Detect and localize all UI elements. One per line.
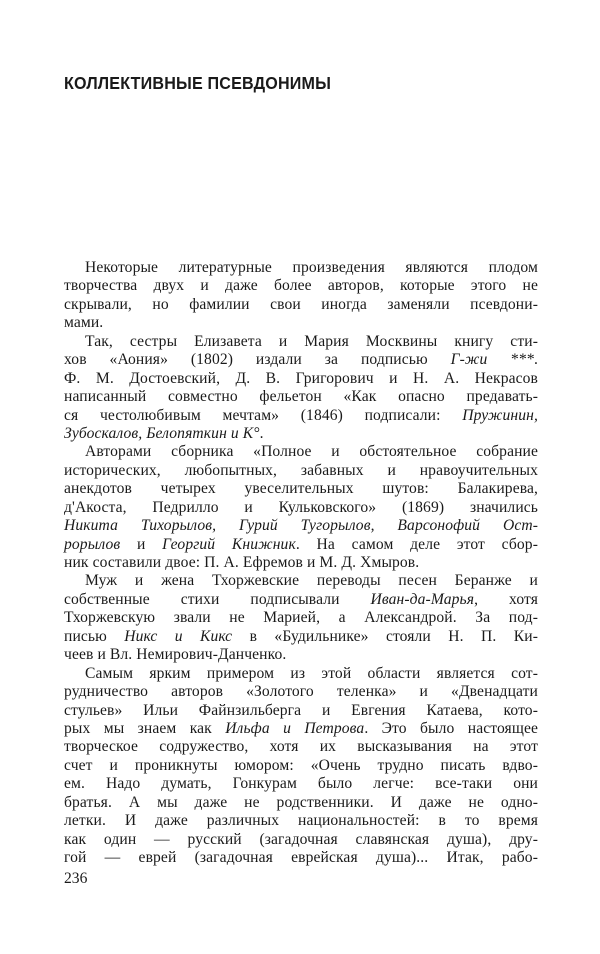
text-line bbox=[64, 812, 538, 830]
text-segment: ем. Надо думать, Гонкурам было легче: все-таки они bbox=[64, 775, 538, 793]
text-segment: Авторами сборника «Полное и обстоятельное собрание bbox=[85, 443, 538, 461]
text-segment: летки. И даже различных национальностей: в то время bbox=[64, 812, 538, 830]
text-line bbox=[64, 480, 538, 498]
text-line bbox=[64, 443, 538, 461]
text-line bbox=[64, 333, 538, 351]
text-line bbox=[64, 296, 538, 314]
text-line bbox=[64, 831, 538, 849]
text-segment: . Это было настоящее bbox=[364, 719, 538, 737]
body-text bbox=[64, 259, 538, 867]
text-line bbox=[64, 314, 538, 332]
text-segment: счет и проникнуты юмором: «Очень трудно писать вдво- bbox=[64, 756, 538, 774]
text-segment: Некоторые литературные произведения являются плодом bbox=[85, 259, 538, 276]
italic-text: рорылов bbox=[64, 535, 121, 553]
text-segment: ся честолюбивым мечтам» (1846) подписали: bbox=[64, 406, 463, 424]
text-line bbox=[64, 517, 538, 535]
text-line bbox=[64, 407, 538, 425]
text-line bbox=[64, 554, 538, 572]
text-line bbox=[64, 683, 538, 701]
italic-text: Пружинин, bbox=[462, 406, 538, 424]
italic-text: Иван-да-Марья bbox=[370, 590, 475, 608]
italic-text: Г-жи *** bbox=[450, 351, 534, 369]
text-line bbox=[64, 609, 538, 627]
text-line bbox=[64, 277, 538, 295]
italic-text: Никс и Кикс bbox=[124, 627, 233, 645]
text-segment: в «Будильнике» стояли Н. П. Ки- bbox=[232, 627, 538, 645]
text-segment: ник составили двое: П. А. Ефремов и М. Д. Хмыров. bbox=[64, 554, 420, 571]
text-segment: , хотя bbox=[474, 590, 538, 608]
text-segment: Тхоржевскую звали не Марией, а Александрой. За под- bbox=[64, 609, 538, 627]
italic-text: Ильфа и Петрова bbox=[225, 719, 365, 737]
text-segment: скрывали, но фамилии свои иногда заменяли псевдони- bbox=[64, 295, 538, 313]
text-line bbox=[64, 738, 538, 756]
text-segment: рудничество авторов «Золотого теленка» и «Двенадцати bbox=[64, 683, 538, 701]
text-line bbox=[64, 259, 538, 277]
text-segment: анекдотов четырех увеселительных шутов: Балакирева, bbox=[64, 480, 538, 498]
text-line bbox=[64, 849, 538, 867]
text-segment: писью bbox=[64, 627, 125, 645]
text-line bbox=[64, 388, 538, 406]
page-number: 236 bbox=[64, 870, 88, 887]
text-segment: гой — еврей (загадочная еврейская душа)... Итак, рабо- bbox=[64, 849, 538, 866]
italic-text: Георгий Книжник bbox=[162, 535, 296, 553]
text-segment: исторических, любопытных, забавных и нравоучительных bbox=[64, 461, 538, 479]
text-segment: рых мы знаем как bbox=[64, 719, 226, 737]
chapter-title: КОЛЛЕКТИВНЫЕ ПСЕВДОНИМЫ bbox=[64, 73, 332, 93]
text-line bbox=[64, 702, 538, 720]
text-line bbox=[64, 757, 538, 775]
italic-text: Никита Тихорылов, Гурий Тугорылов, Варсонофий Ост- bbox=[64, 517, 538, 535]
text-segment: стульев» Ильи Файнзильберга и Евгения Катаева, кото- bbox=[64, 701, 538, 719]
text-line bbox=[64, 646, 538, 664]
text-segment: чеев и Вл. Немирович-Данченко. bbox=[64, 646, 287, 664]
text-line bbox=[64, 499, 538, 517]
text-segment: и bbox=[120, 535, 163, 553]
text-segment: творческое содружество, хотя их высказывания на этот bbox=[64, 738, 538, 756]
text-line bbox=[64, 794, 538, 812]
text-segment: хов «Аония» (1802) издали за подписью bbox=[64, 351, 451, 369]
text-segment: Муж и жена Тхоржевские переводы песен Беранже и bbox=[85, 572, 538, 590]
text-segment: братья. А мы даже не родственники. И даже не одно- bbox=[64, 793, 538, 811]
text-segment: . bbox=[534, 351, 538, 369]
text-line bbox=[64, 591, 538, 609]
text-line bbox=[64, 425, 538, 443]
text-segment: написанный совместно фельетон «Как опасно предавать- bbox=[64, 388, 538, 406]
text-segment: д'Акоста, Педрилло и Кульковского» (1869) значились bbox=[64, 498, 538, 516]
text-segment: мами. bbox=[64, 314, 104, 332]
text-line bbox=[64, 775, 538, 793]
text-segment: Самым ярким примером из этой области является сот- bbox=[85, 664, 538, 682]
text-line bbox=[64, 628, 538, 646]
text-segment: собственные стихи подписывали bbox=[64, 590, 371, 608]
text-line bbox=[64, 720, 538, 738]
text-segment: Ф. М. Достоевский, Д. В. Григорович и Н. А. Некрасов bbox=[64, 369, 538, 387]
text-line bbox=[64, 665, 538, 683]
text-segment: . На самом деле этот сбор- bbox=[295, 535, 538, 553]
text-line bbox=[64, 370, 538, 388]
text-line bbox=[64, 351, 538, 369]
text-segment: как один — русский (загадочная славянская душа), дру- bbox=[64, 830, 538, 848]
text-line bbox=[64, 572, 538, 590]
text-line bbox=[64, 462, 538, 480]
italic-text: Зубоскалов, Белопяткин и К° bbox=[64, 424, 260, 442]
text-segment: творчества двух и даже более авторов, которые этого не bbox=[64, 277, 538, 295]
text-line bbox=[64, 536, 538, 554]
text-segment: . bbox=[259, 424, 264, 442]
text-segment: Так, сестры Елизавета и Мария Москвины книгу сти- bbox=[85, 332, 538, 350]
